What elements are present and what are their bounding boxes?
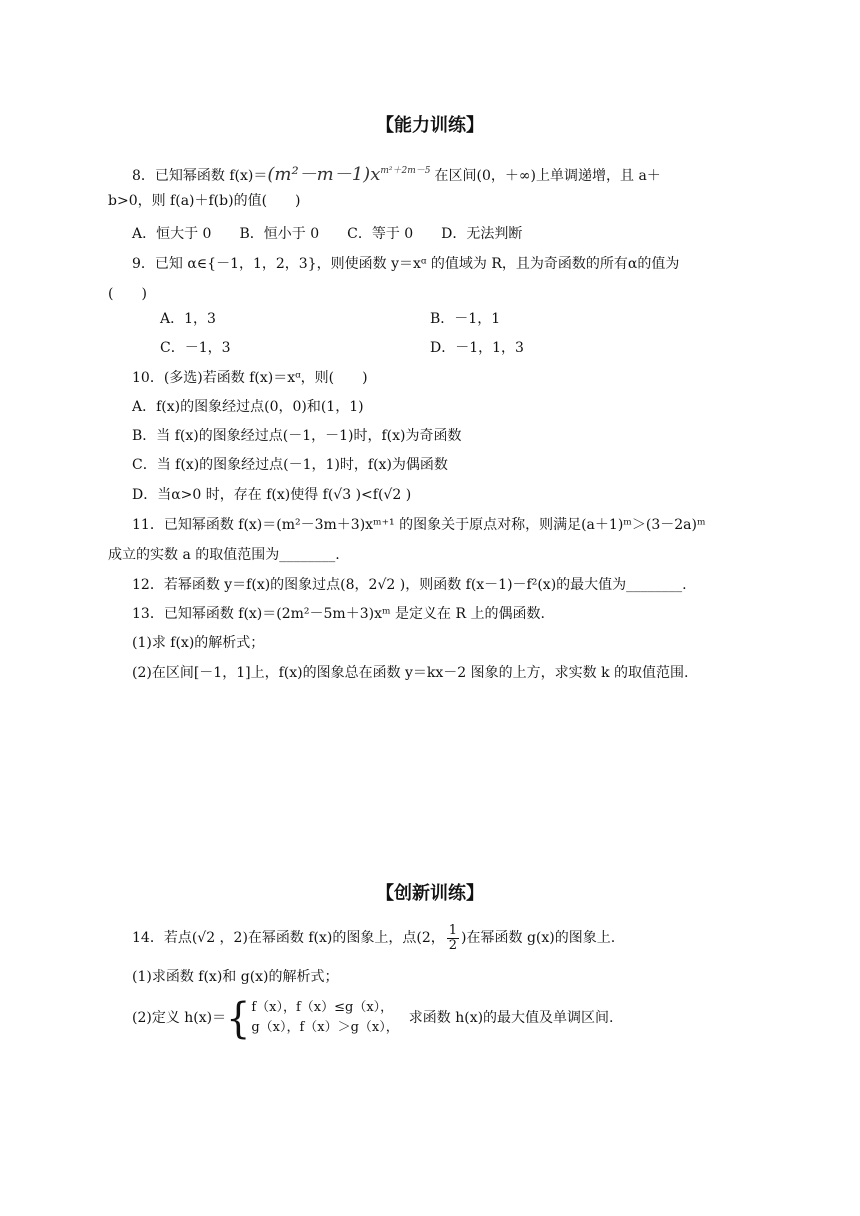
section-title-innovation: 【创新训练】 bbox=[376, 883, 484, 904]
q9-option-a: A．1，3 bbox=[160, 311, 216, 327]
q14-suffix: )在幂函数 g(x)的图象上. bbox=[461, 930, 616, 946]
q8-options: A．恒大于 0 B．恒小于 0 C．等于 0 D．无法判断 bbox=[132, 226, 523, 242]
q11-line2: 成立的实数 a 的取值范围为________. bbox=[108, 547, 340, 563]
q10-option-b: B．当 f(x)的图象经过点(－1，－1)时，f(x)为奇函数 bbox=[132, 428, 462, 444]
q14-prefix: 14．若点(√2 ，2)在幂函数 f(x)的图象上，点(2， bbox=[132, 930, 445, 946]
q14-part1: (1)求函数 f(x)和 g(x)的解析式； bbox=[132, 969, 339, 985]
q10-option-d: D．当α>0 时，存在 f(x)使得 f(√3 )<f(√2 ) bbox=[132, 487, 412, 503]
q9-option-c: C．－1，3 bbox=[160, 340, 231, 356]
q10-stem: 10．(多选)若函数 f(x)＝xᵅ，则( ) bbox=[132, 370, 368, 386]
q9-option-d: D．－1，1，3 bbox=[430, 340, 524, 356]
q12-line1: 12．若幂函数 y＝f(x)的图象过点(8，2√2 )，则函数 f(x－1)－f²(x)的最大值为________. bbox=[132, 577, 687, 593]
q13-part2: (2)在区间[－1，1]上，f(x)的图象总在函数 y＝kx－2 图象的上方，求实数 k 的取值范围. bbox=[132, 665, 689, 681]
piecewise-cases: f（x），f（x）≤g（x）， g（x），f（x）＞g（x）， bbox=[251, 1000, 399, 1035]
q10-option-a: A．f(x)的图象经过点(0，0)和(1，1) bbox=[132, 399, 364, 415]
q8-formula: $(m^2-m-1)x^{m^2+2m-5}$ bbox=[267, 164, 431, 185]
q9-line1: 9．已知 α∈{－1，1，2，3}，则使函数 y＝xᵅ 的值域为 R，且为奇函数的所有α的值为 bbox=[132, 256, 680, 272]
q9-option-b: B．－1，1 bbox=[430, 311, 501, 327]
piecewise-brace: { bbox=[226, 993, 251, 1043]
q10-option-c: C．当 f(x)的图象经过点(－1，1)时，f(x)为偶函数 bbox=[132, 457, 448, 473]
q13-line1: 13．已知幂函数 f(x)＝(2m²－5m＋3)xᵐ 是定义在 R 上的偶函数. bbox=[132, 606, 545, 622]
section-title-ability: 【能力训练】 bbox=[376, 115, 484, 136]
q9-line2: ( ) bbox=[108, 286, 147, 302]
q8-suffix: 在区间(0，＋∞)上单调递增，且 a＋ bbox=[434, 168, 661, 184]
q14-part2-prefix: (2)定义 h(x)＝ bbox=[132, 1010, 227, 1026]
q11-line1: 11．已知幂函数 f(x)＝(m²－3m＋3)xᵐ⁺¹ 的图象关于原点对称，则满足(a＋1)ᵐ＞(3－2a)ᵐ bbox=[132, 517, 706, 533]
q8-prefix: 8．已知幂函数 f(x)＝ bbox=[132, 168, 268, 184]
q14-fraction: $\frac{1}{2}$ bbox=[448, 922, 458, 953]
q14-part2-suffix: 求函数 h(x)的最大值及单调区间. bbox=[408, 1010, 614, 1026]
q8-line2: b>0，则 f(a)＋f(b)的值( ) bbox=[108, 193, 301, 209]
q13-part1: (1)求 f(x)的解析式； bbox=[132, 635, 265, 651]
